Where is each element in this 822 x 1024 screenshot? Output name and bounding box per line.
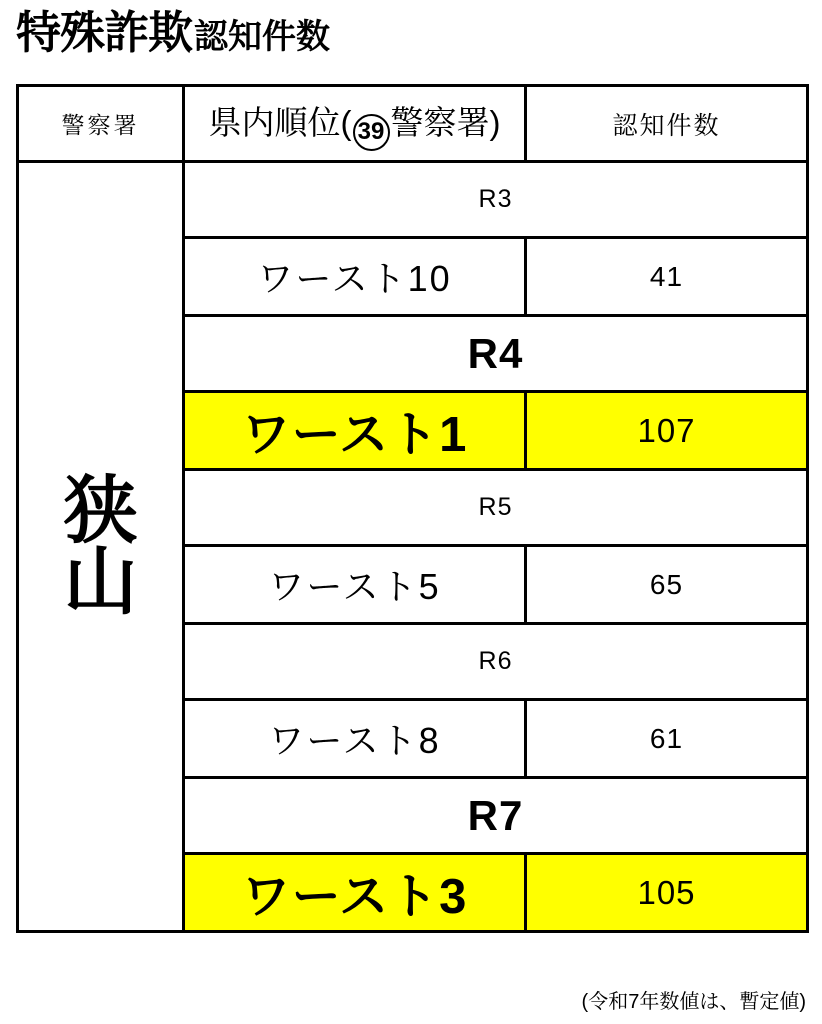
count-cell-r4: 107 — [526, 392, 808, 470]
rank-cell-r6: ワースト8 — [184, 700, 526, 778]
rank-cell-r3: ワースト10 — [184, 238, 526, 316]
rank-cell-r7: ワースト3 — [184, 854, 526, 932]
statistics-grid — [16, 84, 809, 933]
count-cell-r5: 65 — [526, 546, 808, 624]
page-title-rest: 認知件数 — [194, 18, 331, 56]
fraud-statistics-table — [16, 84, 806, 933]
header-rank-circled-number: 39 — [353, 114, 390, 151]
count-cell-r7: 105 — [526, 854, 808, 932]
table-header-row — [18, 86, 808, 162]
table-body — [18, 86, 808, 932]
year-label-r3: R3 — [184, 162, 808, 238]
year-label-r5: R5 — [184, 470, 808, 546]
header-cell-rank — [184, 86, 526, 162]
table-row — [18, 162, 808, 238]
header-rank-prefix: 県内順位( — [208, 103, 352, 141]
rank-cell-r4: ワースト1 — [184, 392, 526, 470]
header-cell-count: 認知件数 — [526, 86, 808, 162]
header-rank-suffix: 警察署) — [390, 103, 501, 141]
office-name-cell — [18, 162, 184, 932]
year-label-r6: R6 — [184, 624, 808, 700]
year-label-r4: R4 — [184, 316, 808, 392]
office-name-char-2: 山 — [63, 539, 138, 623]
footnote-text: (令和7年数値は、暫定値) — [581, 991, 806, 1013]
page-title — [16, 7, 331, 58]
page-title-strong: 特殊詐欺 — [16, 7, 193, 58]
header-cell-office: 警察署 — [18, 86, 184, 162]
office-name-char-1: 狭 — [63, 469, 138, 553]
count-cell-r6: 61 — [526, 700, 808, 778]
rank-cell-r5: ワースト5 — [184, 546, 526, 624]
count-cell-r3: 41 — [526, 238, 808, 316]
year-label-r7: R7 — [184, 778, 808, 854]
